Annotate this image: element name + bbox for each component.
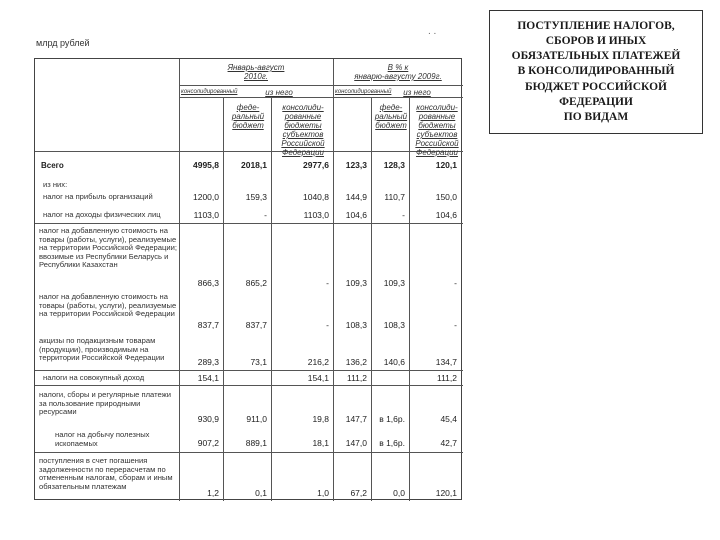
table-cell: 109,3 (345, 278, 367, 288)
table-cell: 67,2 (350, 488, 367, 498)
table-cell: 866,3 (197, 278, 219, 288)
table-cell: 123,3 (345, 160, 367, 170)
table-cell: 19,8 (312, 414, 329, 424)
column-divider (271, 97, 272, 501)
table-cell: 1,2 (207, 488, 219, 498)
table-cell: в 1,6р. (379, 438, 405, 448)
table-cell: 0,0 (393, 488, 405, 498)
table-cell: 216,2 (307, 357, 329, 367)
header-consolidated: консолидированный (181, 89, 238, 95)
row-label: налог на добычу полезных ископаемых (55, 430, 150, 448)
header-subgroup: из него (265, 88, 293, 97)
table-cell: 1200,0 (193, 192, 219, 202)
header-regional: консолиди- рованные бюджеты субъектов Российской Федерации (415, 103, 459, 157)
table-cell: 110,7 (384, 192, 405, 202)
table-cell: 1103,0 (303, 210, 329, 220)
header-group-period: Январь-август 2010г. (227, 63, 285, 81)
header-divider (179, 85, 463, 86)
table-cell: 0,1 (255, 488, 267, 498)
table-cell: - (264, 210, 267, 220)
header-federal: феде- ральный бюджет (231, 103, 265, 130)
table-cell: 104,6 (435, 210, 457, 220)
table-cell: 289,3 (197, 357, 219, 367)
row-label: акцизы по подакцизным товарам (продукции), производимым на территории Российской Федерации (39, 336, 165, 363)
table-cell: 108,3 (383, 320, 405, 330)
table-cell: 111,2 (346, 373, 367, 383)
row-divider (35, 452, 463, 453)
table-cell: - (454, 320, 457, 330)
column-divider (179, 59, 180, 501)
table-cell: 837,7 (245, 320, 267, 330)
table-cell: 154,1 (197, 373, 219, 383)
table-cell: 4995,8 (193, 160, 219, 170)
column-divider (371, 97, 372, 501)
table-cell: 120,1 (435, 488, 457, 498)
row-label: налоги на совокупный доход (43, 373, 145, 382)
table-cell: 42,7 (440, 438, 457, 448)
table-cell: 109,3 (383, 278, 405, 288)
table-cell: 837,7 (197, 320, 219, 330)
units-label: млрд рублей (36, 38, 90, 48)
row-label: Всего (41, 161, 64, 170)
table-cell: 104,6 (345, 210, 367, 220)
table-cell: 128,3 (383, 160, 405, 170)
table-cell: 865,2 (245, 278, 267, 288)
table-cell: 930,9 (197, 414, 219, 424)
table-cell: 159,3 (245, 192, 267, 202)
table-cell: 111,2 (436, 373, 457, 383)
header-bottom-rule (35, 151, 463, 152)
table-cell: 911,0 (246, 414, 267, 424)
table-cell: 45,4 (440, 414, 457, 424)
table-cell: - (402, 210, 405, 220)
table-cell: - (326, 278, 329, 288)
table-cell: 108,3 (345, 320, 367, 330)
table-cell: - (454, 278, 457, 288)
tax-revenue-table (34, 58, 462, 500)
row-divider (35, 223, 463, 224)
table-cell: 18,1 (312, 438, 329, 448)
document-title-box (489, 10, 703, 134)
table-cell: 2018,1 (241, 160, 267, 170)
table-cell: 147,7 (345, 414, 367, 424)
header-subgroup: из него (403, 88, 431, 97)
column-divider (409, 97, 410, 501)
scan-marks: . . (428, 26, 437, 37)
table-cell: 134,7 (435, 357, 457, 367)
table-cell: 154,1 (307, 373, 329, 383)
row-label: поступления в счет погашения задолженности по перерасчетам по отмененным налогам, сборам и иным обязательным платежам (39, 456, 173, 491)
header-consolidated: консолидированный (335, 89, 392, 95)
table-cell: в 1,6р. (379, 414, 405, 424)
header-regional: консолиди- рованные бюджеты субъектов Российской Федерации (281, 103, 325, 157)
header-federal: феде- ральный бюджет (374, 103, 408, 130)
table-cell: 144,9 (345, 192, 367, 202)
header-group-percent: В % к январю-августу 2009г. (354, 63, 442, 81)
table-cell: 120,1 (435, 160, 457, 170)
table-cell: 1040,8 (303, 192, 329, 202)
table-cell: 147,0 (345, 438, 367, 448)
row-label: налог на прибыль организаций (43, 192, 153, 201)
table-cell: 140,6 (383, 357, 405, 367)
row-label: налоги, сборы и регулярные платежи за пользование природными ресурсами (39, 390, 171, 417)
document-title: ПОСТУПЛЕНИЕ НАЛОГОВ, СБОРОВ И ИНЫХ ОБЯЗАТЕЛЬНЫХ ПЛАТЕЖЕЙ В КОНСОЛИДИРОВАННЫЙ БЮДЖЕТ РОССИЙСКОЙ ФЕДЕРАЦИИ ПО ВИДАМ (511, 19, 681, 123)
row-divider (35, 385, 463, 386)
column-divider (223, 97, 224, 501)
table-cell: 907,2 (197, 438, 219, 448)
table-cell: 1103,0 (193, 210, 219, 220)
row-label: налог на добавленную стоимость на товары (работы, услуги), реализуемые на территории Российской Федерации (39, 292, 177, 319)
table-cell: 136,2 (345, 357, 367, 367)
column-divider (333, 59, 334, 501)
table-cell: 150,0 (435, 192, 457, 202)
table-cell: 2977,6 (303, 160, 329, 170)
row-label: из них: (43, 180, 68, 189)
header-divider (179, 97, 463, 98)
table-cell: - (326, 320, 329, 330)
row-divider (35, 370, 463, 371)
row-label: налог на доходы физических лиц (43, 210, 161, 219)
row-label: налог на добавленную стоимость на товары (работы, услуги), реализуемые на территории Российской Федерации; ввозимые из Республики Беларусь и Республики Казахстан (39, 226, 177, 270)
table-cell: 73,1 (250, 357, 267, 367)
table-cell: 889,1 (245, 438, 267, 448)
table-cell: 1,0 (317, 488, 329, 498)
